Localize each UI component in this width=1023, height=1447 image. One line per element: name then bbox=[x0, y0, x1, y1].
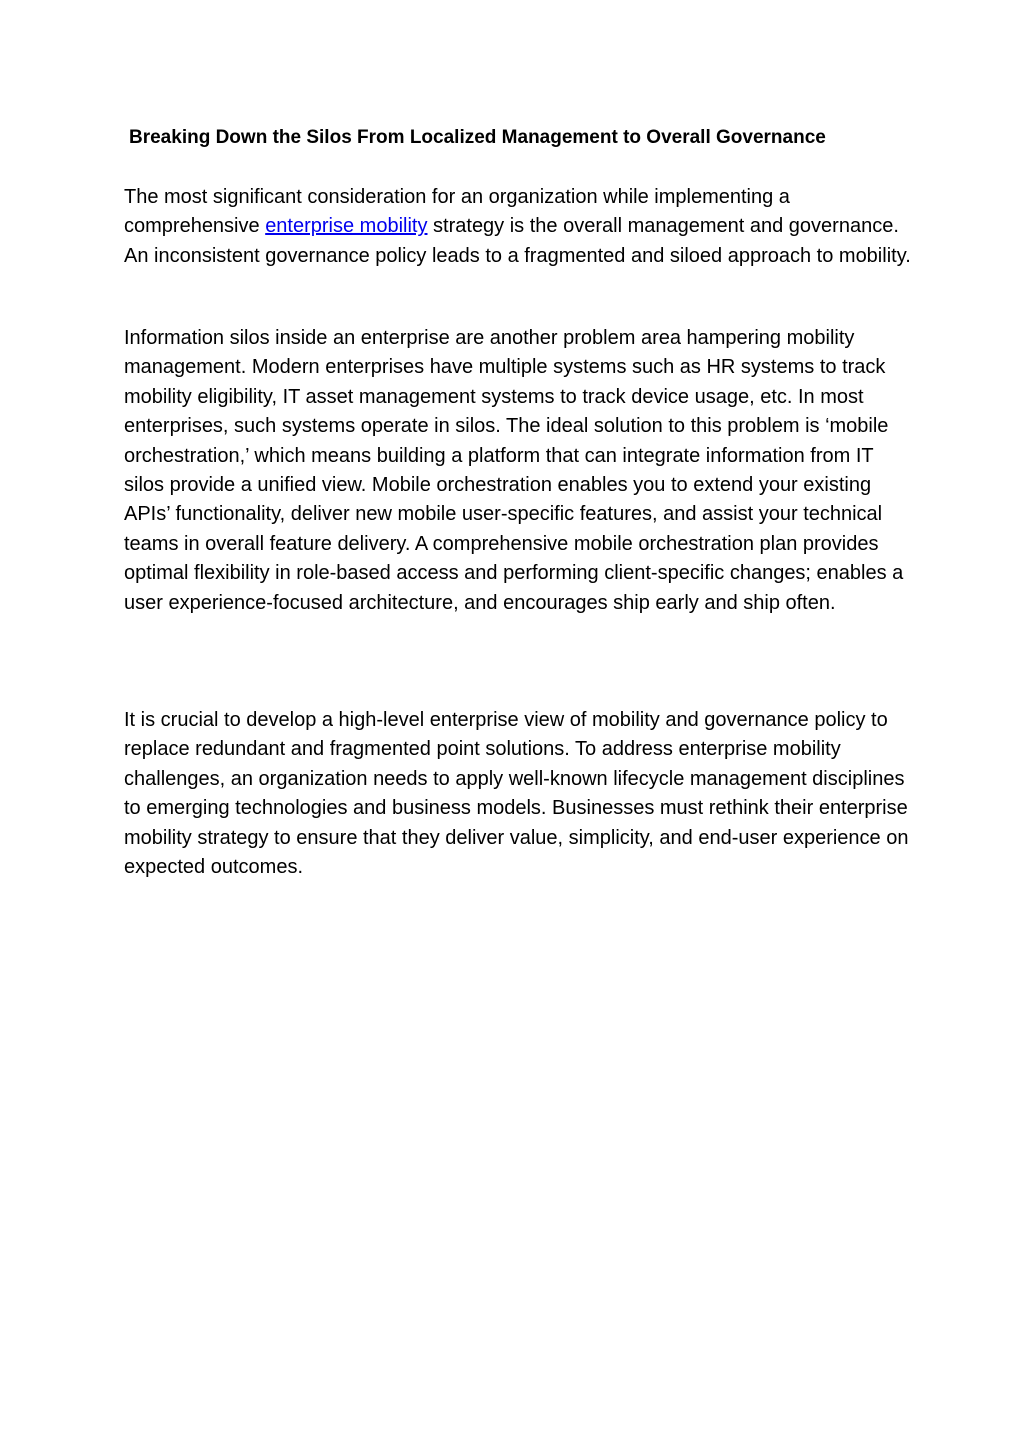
paragraph-3: It is crucial to develop a high-level enterprise view of mobility and governance policy to replace redundant and fragmented point solutions. To address enterprise mobility challenges, an organization needs to apply well-known lifecycle management disciplines to emerging technologies and business models. Businesses must rethink their enterprise mobility strategy to ensure that they deliver value, simplicity, and end-user experience on expected outcomes. bbox=[124, 709, 909, 879]
enterprise-mobility-link[interactable]: enterprise mobility bbox=[265, 215, 428, 238]
paragraph-1-text-after-link: strategy is the overall management and governance. An inconsistent governance policy leads to a fragmented and siloed approach to mobility. bbox=[124, 215, 911, 267]
paragraph-1-text-before-link: The most significant consideration for an organization while implementing a comprehensive bbox=[124, 186, 790, 238]
document-title: Breaking Down the Silos From Localized Management to Overall Governance bbox=[129, 127, 826, 148]
paragraph-2: Information silos inside an enterprise are another problem area hampering mobility management. Modern enterprises have multiple systems such as HR systems to track mobility eligibility, IT asset management systems to track device usage, etc. In most enterprises, such systems operate in silos. The ideal solution to this problem is ‘mobile orchestration,’ which means building a platform that can integrate information from IT silos provide a unified view. Mobile orchestration enables you to extend your existing APIs’ functionality, deliver new mobile user-specific features, and assist your technical teams in overall feature delivery. A comprehensive mobile orchestration plan provides optimal flexibility in role-based access and performing client-specific changes; enables a user experience-focused architecture, and encourages ship early and ship often. bbox=[124, 327, 904, 614]
paragraph-1 bbox=[124, 183, 914, 271]
